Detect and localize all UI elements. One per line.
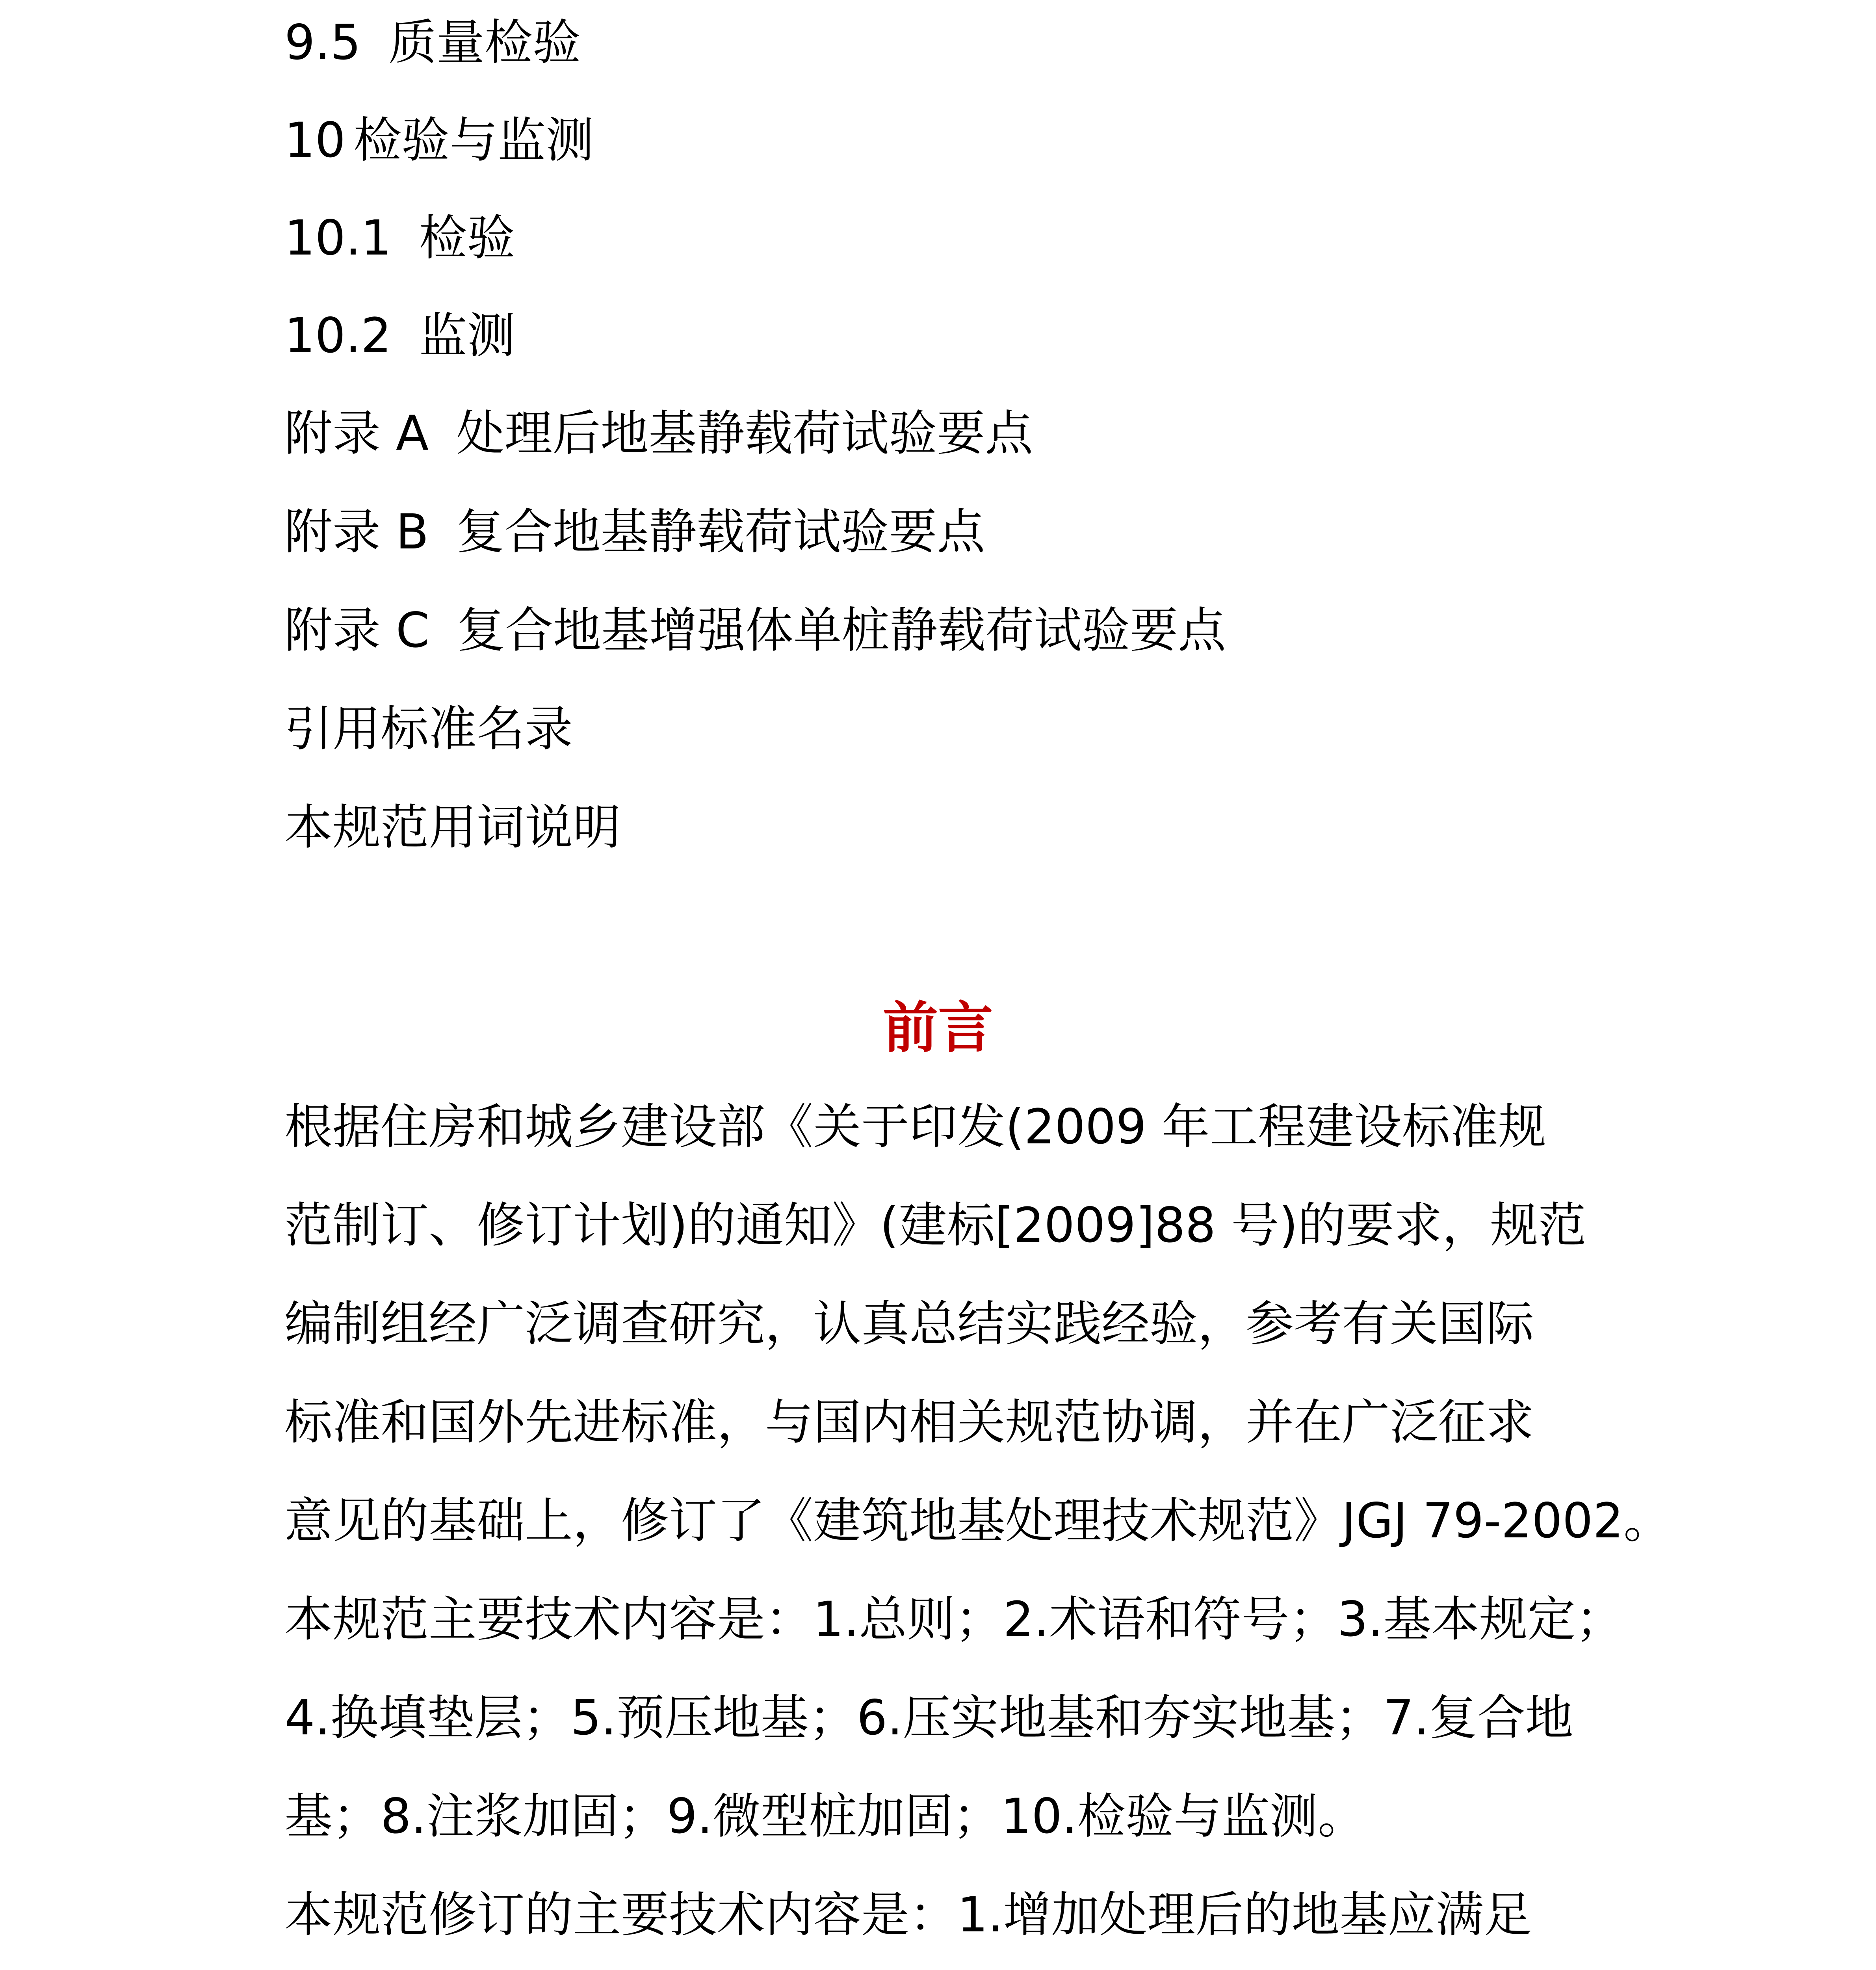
- toc-entry: [284, 296, 515, 375]
- text-line: 本规范修订的主要技术内容是：1.增加处理后的地基应满足: [284, 1887, 1532, 1943]
- toc-entry: [284, 492, 985, 571]
- text-line: 标准和国外先进标准，与国内相关规范协调，并在广泛征求: [284, 1394, 1534, 1450]
- toc-entry-title: 本规范用词说明: [284, 799, 621, 855]
- toc-entry-number: 10: [284, 112, 346, 168]
- toc-entry-title: 复合地基增强体单桩静载荷试验要点: [457, 602, 1226, 658]
- toc-entry-title: 处理后地基静载荷试验要点: [456, 405, 1033, 461]
- toc-entry-number: 附录 C: [284, 602, 429, 658]
- text-line: 4.换填垫层；5.预压地基；6.压实地基和夯实地基；7.复合地: [284, 1690, 1573, 1746]
- toc-entry-number: 10.2: [284, 308, 392, 364]
- toc-entry: [284, 788, 621, 867]
- text-line: 范制订、修订计划)的通知》(建标[2009]88 号)的要求，规范: [284, 1197, 1586, 1253]
- toc-entry-title: 质量检验: [388, 15, 581, 71]
- text-line: 基；8.注浆加固；9.微型桩加固；10.检验与监测。: [284, 1788, 1366, 1844]
- text-line: 根据住房和城乡建设部《关于印发(2009 年工程建设标准规: [284, 1099, 1546, 1155]
- toc-entry-title: 检验: [419, 210, 515, 266]
- toc-entry: [284, 591, 1226, 670]
- toc-entry-title: 复合地基静载荷试验要点: [456, 504, 985, 560]
- toc-entry: [284, 101, 594, 180]
- toc-entry: [284, 394, 1033, 473]
- text-line: 本规范主要技术内容是：1.总则；2.术语和符号；3.基本规定；: [284, 1591, 1624, 1647]
- toc-entry-title: 监测: [419, 308, 515, 364]
- text-line: 意见的基础上，修订了《建筑地基处理技术规范》JGJ 79-2002。: [284, 1493, 1672, 1549]
- toc-entry-title: 检验与监测: [353, 112, 594, 168]
- toc-entry-number: 附录 A: [284, 405, 429, 461]
- toc-entry-number: 附录 B: [284, 504, 429, 560]
- toc-entry-number: 9.5: [284, 15, 361, 71]
- toc-entry: [284, 199, 515, 277]
- toc-entry: [284, 3, 581, 82]
- text-line: 编制组经广泛调查研究，认真总结实践经验，参考有关国际: [284, 1296, 1534, 1352]
- toc-entry: [284, 690, 573, 768]
- toc-entry-number: 10.1: [284, 210, 392, 266]
- toc-entry-title: 引用标准名录: [284, 701, 573, 757]
- section-heading: 前言: [882, 996, 993, 1060]
